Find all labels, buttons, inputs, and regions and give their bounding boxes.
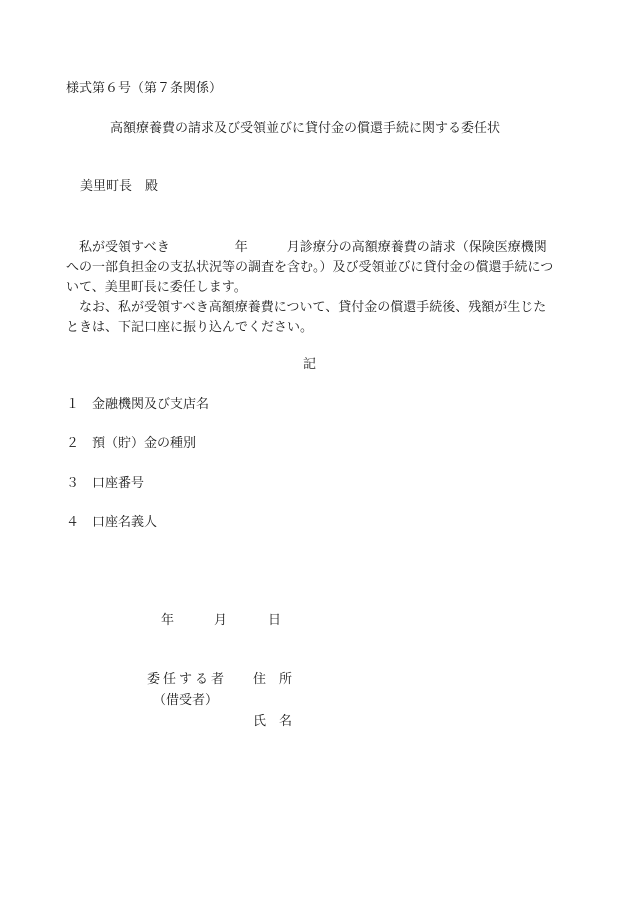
body-paragraph-2: なお、私が受領すべき高額療養費について、貸付金の償還手続後、残額が生じたときは、下記口座に振り込んでください。: [66, 300, 547, 335]
ki-heading: 記: [303, 357, 317, 372]
item-label: 預（貯）金の種別: [92, 436, 197, 451]
date-month-label: 月: [214, 613, 228, 628]
address-label: 住 所: [253, 672, 293, 687]
form-number-label: 様式第６号（第７条関係）: [66, 81, 223, 96]
body-text: [66, 238, 556, 338]
list-item: [66, 477, 144, 490]
item-number: ４: [66, 515, 80, 530]
delegator-label: 委任する者: [147, 672, 228, 687]
date-year-label: 年: [161, 613, 175, 628]
addressee: 美里町長 殿: [80, 179, 159, 194]
item-number: ２: [66, 436, 80, 451]
list-item: [66, 437, 196, 450]
list-item: [66, 516, 157, 529]
name-label: 氏 名: [253, 714, 293, 729]
item-number: １: [66, 397, 80, 412]
item-label: 金融機関及び支店名: [92, 397, 210, 412]
borrower-label: （借受者）: [153, 693, 219, 708]
date-day-label: 日: [268, 613, 282, 628]
list-item: [66, 398, 209, 411]
item-label: 口座名義人: [92, 515, 158, 530]
item-number: ３: [66, 476, 80, 491]
item-label: 口座番号: [92, 476, 145, 491]
document-title: 高額療養費の請求及び受領並びに貸付金の償還手続に関する委任状: [110, 121, 501, 136]
body-paragraph-1: 私が受領すべき 年 月診療分の高額療養費の請求（保険医療機関への一部負担金の支払状況等の調査を含む。）及び受領並びに貸付金の償還手続について、美里町長に委任します。: [66, 240, 554, 295]
